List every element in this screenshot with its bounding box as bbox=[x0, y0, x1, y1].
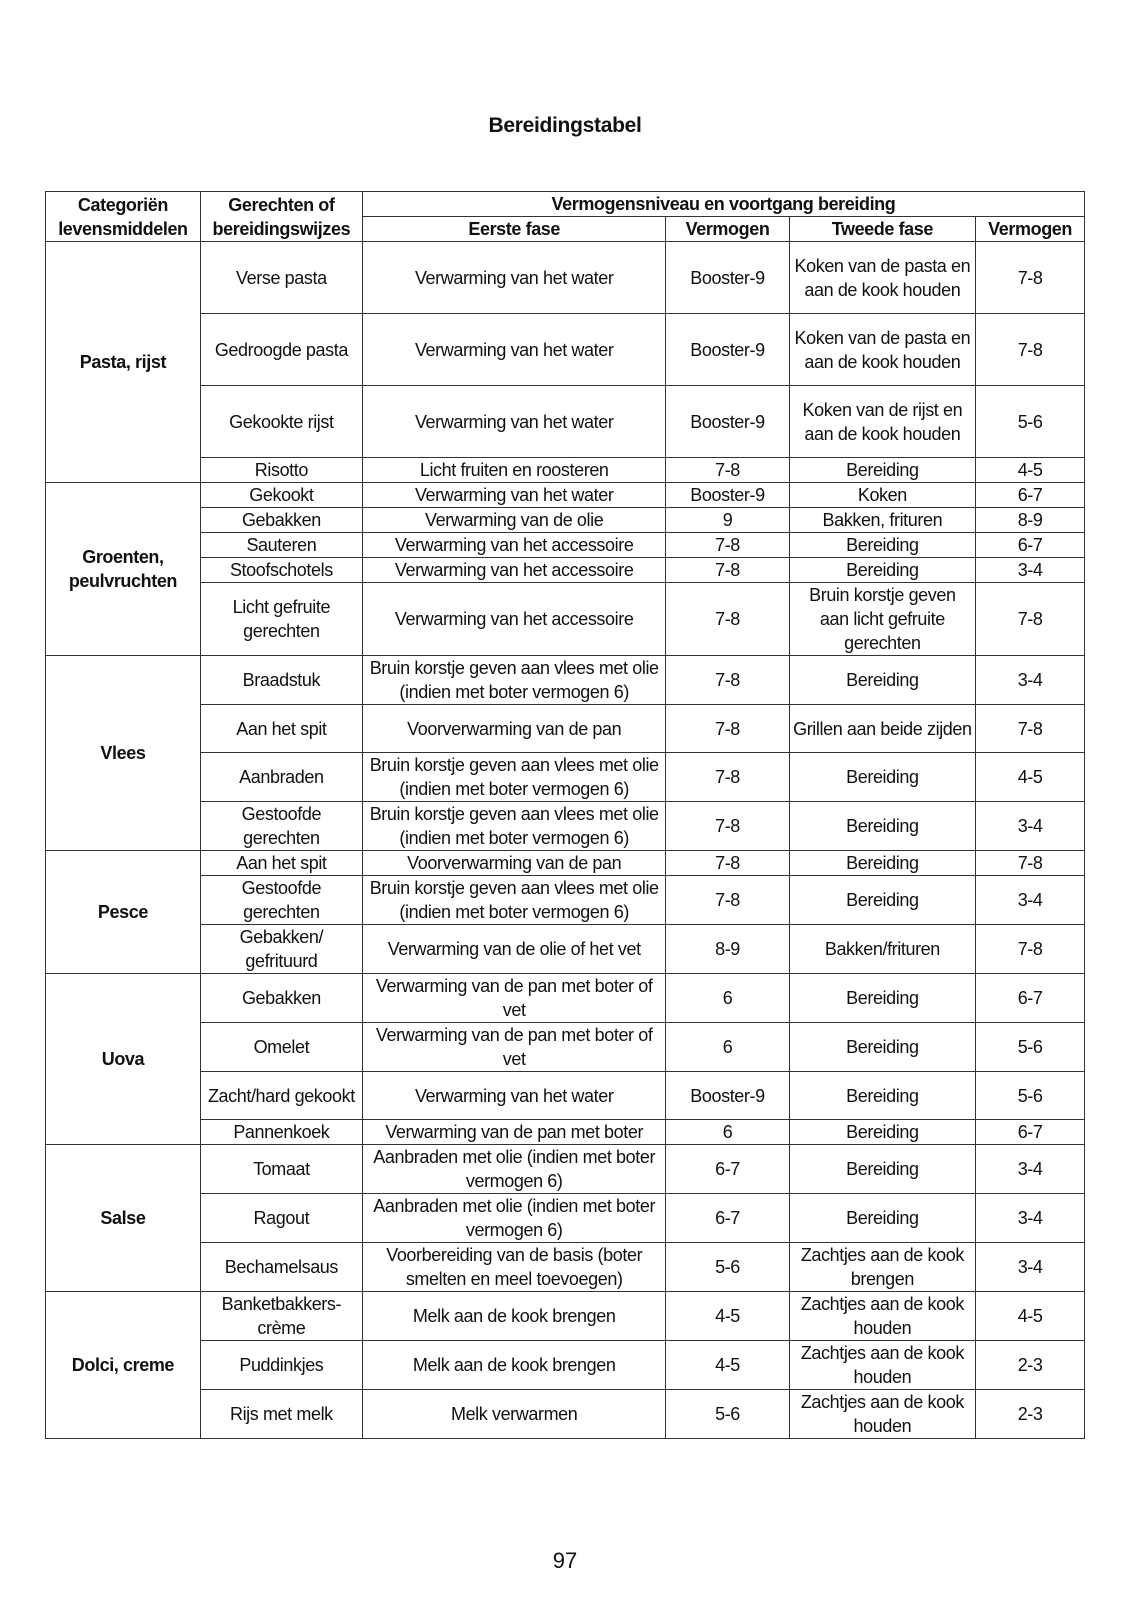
phase1-cell: Verwarming van de olie bbox=[362, 508, 666, 533]
table-row bbox=[46, 925, 1085, 974]
power1-cell: 7-8 bbox=[666, 705, 789, 753]
power2-cell: 5-6 bbox=[976, 1023, 1085, 1072]
phase2-cell: Koken van de pasta en aan de kook houden bbox=[789, 314, 976, 386]
phase1-cell: Verwarming van het accessoire bbox=[362, 533, 666, 558]
category-cell: Groenten, peulvruchten bbox=[46, 483, 201, 656]
phase1-cell: Verwarming van het water bbox=[362, 314, 666, 386]
phase1-cell: Verwarming van het water bbox=[362, 483, 666, 508]
phase1-cell: Verwarming van het water bbox=[362, 1072, 666, 1120]
power2-cell: 4-5 bbox=[976, 458, 1085, 483]
power1-cell: 7-8 bbox=[666, 583, 789, 656]
power1-cell: 6-7 bbox=[666, 1145, 789, 1194]
phase1-cell: Verwarming van de pan met boter of vet bbox=[362, 1023, 666, 1072]
category-cell: Pesce bbox=[46, 851, 201, 974]
dish-cell: Licht gefruite gerechten bbox=[200, 583, 362, 656]
power2-cell: 3-4 bbox=[976, 1145, 1085, 1194]
table-row bbox=[46, 533, 1085, 558]
phase2-cell: Bereiding bbox=[789, 458, 976, 483]
power1-cell: Booster-9 bbox=[666, 483, 789, 508]
power2-cell: 2-3 bbox=[976, 1341, 1085, 1390]
dish-cell: Stoofschotels bbox=[200, 558, 362, 583]
power1-cell: 7-8 bbox=[666, 458, 789, 483]
dish-cell: Sauteren bbox=[200, 533, 362, 558]
phase1-cell: Verwarming van het water bbox=[362, 242, 666, 314]
dish-cell: Gekookt bbox=[200, 483, 362, 508]
table-row bbox=[46, 483, 1085, 508]
phase1-cell: Voorbereiding van de basis (boter smelten en meel toevoegen) bbox=[362, 1243, 666, 1292]
phase2-cell: Koken van de pasta en aan de kook houden bbox=[789, 242, 976, 314]
header-category: Categoriën levensmiddelen bbox=[46, 192, 201, 242]
power1-cell: 6-7 bbox=[666, 1194, 789, 1243]
table-row bbox=[46, 458, 1085, 483]
power2-cell: 6-7 bbox=[976, 483, 1085, 508]
dish-cell: Braadstuk bbox=[200, 656, 362, 705]
table-row bbox=[46, 1120, 1085, 1145]
category-cell: Dolci, creme bbox=[46, 1292, 201, 1439]
table-body bbox=[46, 242, 1085, 1439]
table-header bbox=[46, 192, 1085, 242]
power1-cell: 7-8 bbox=[666, 656, 789, 705]
power2-cell: 3-4 bbox=[976, 656, 1085, 705]
table-row bbox=[46, 558, 1085, 583]
power2-cell: 7-8 bbox=[976, 851, 1085, 876]
power2-cell: 7-8 bbox=[976, 583, 1085, 656]
dish-cell: Rijs met melk bbox=[200, 1390, 362, 1439]
table-row bbox=[46, 802, 1085, 851]
phase2-cell: Zachtjes aan de kook brengen bbox=[789, 1243, 976, 1292]
phase2-cell: Bereiding bbox=[789, 656, 976, 705]
power2-cell: 6-7 bbox=[976, 533, 1085, 558]
power1-cell: 9 bbox=[666, 508, 789, 533]
table-row bbox=[46, 1390, 1085, 1439]
table-row bbox=[46, 1292, 1085, 1341]
power2-cell: 6-7 bbox=[976, 974, 1085, 1023]
power2-cell: 7-8 bbox=[976, 242, 1085, 314]
phase1-cell: Melk verwarmen bbox=[362, 1390, 666, 1439]
power2-cell: 5-6 bbox=[976, 386, 1085, 458]
phase2-cell: Koken bbox=[789, 483, 976, 508]
power1-cell: 7-8 bbox=[666, 558, 789, 583]
page-title: Bereidingstabel bbox=[488, 114, 642, 137]
power2-cell: 3-4 bbox=[976, 1243, 1085, 1292]
power2-cell: 3-4 bbox=[976, 558, 1085, 583]
power1-cell: 6 bbox=[666, 974, 789, 1023]
phase2-cell: Koken van de rijst en aan de kook houden bbox=[789, 386, 976, 458]
table-row bbox=[46, 876, 1085, 925]
phase2-cell: Bereiding bbox=[789, 1145, 976, 1194]
phase2-cell: Bakken, frituren bbox=[789, 508, 976, 533]
power2-cell: 6-7 bbox=[976, 1120, 1085, 1145]
phase2-cell: Grillen aan beide zijden bbox=[789, 705, 976, 753]
phase1-cell: Melk aan de kook brengen bbox=[362, 1341, 666, 1390]
phase2-cell: Zachtjes aan de kook houden bbox=[789, 1341, 976, 1390]
header-dish: Gerechten of bereidingswijzes bbox=[200, 192, 362, 242]
power2-cell: 4-5 bbox=[976, 1292, 1085, 1341]
table-row bbox=[46, 1023, 1085, 1072]
phase2-cell: Bereiding bbox=[789, 558, 976, 583]
table-row bbox=[46, 1243, 1085, 1292]
power2-cell: 4-5 bbox=[976, 753, 1085, 802]
table-row bbox=[46, 583, 1085, 656]
header-phase1: Eerste fase bbox=[362, 217, 666, 242]
dish-cell: Risotto bbox=[200, 458, 362, 483]
table-row bbox=[46, 1072, 1085, 1120]
phase2-cell: Bruin korstje geven aan licht gefruite gerechten bbox=[789, 583, 976, 656]
power1-cell: 7-8 bbox=[666, 851, 789, 876]
dish-cell: Gebakken bbox=[200, 508, 362, 533]
power2-cell: 3-4 bbox=[976, 1194, 1085, 1243]
phase1-cell: Verwarming van het accessoire bbox=[362, 558, 666, 583]
table-row bbox=[46, 314, 1085, 386]
table-row bbox=[46, 1194, 1085, 1243]
phase2-cell: Zachtjes aan de kook houden bbox=[789, 1292, 976, 1341]
table-row bbox=[46, 974, 1085, 1023]
phase2-cell: Bereiding bbox=[789, 1120, 976, 1145]
phase1-cell: Melk aan de kook brengen bbox=[362, 1292, 666, 1341]
dish-cell: Gestoofde gerechten bbox=[200, 876, 362, 925]
phase2-cell: Bakken/frituren bbox=[789, 925, 976, 974]
power1-cell: Booster-9 bbox=[666, 386, 789, 458]
page-number: 97 bbox=[552, 1548, 578, 1573]
phase1-cell: Bruin korstje geven aan vlees met olie (indien met boter vermogen 6) bbox=[362, 802, 666, 851]
power1-cell: 7-8 bbox=[666, 802, 789, 851]
phase1-cell: Verwarming van de olie of het vet bbox=[362, 925, 666, 974]
dish-cell: Gestoofde gerechten bbox=[200, 802, 362, 851]
dish-cell: Puddinkjes bbox=[200, 1341, 362, 1390]
dish-cell: Aanbraden bbox=[200, 753, 362, 802]
phase1-cell: Aanbraden met olie (indien met boter vermogen 6) bbox=[362, 1145, 666, 1194]
phase1-cell: Verwarming van de pan met boter of vet bbox=[362, 974, 666, 1023]
dish-cell: Ragout bbox=[200, 1194, 362, 1243]
dish-cell: Aan het spit bbox=[200, 705, 362, 753]
power1-cell: 6 bbox=[666, 1023, 789, 1072]
table-row bbox=[46, 508, 1085, 533]
power2-cell: 7-8 bbox=[976, 705, 1085, 753]
phase2-cell: Bereiding bbox=[789, 974, 976, 1023]
phase2-cell: Bereiding bbox=[789, 802, 976, 851]
power2-cell: 5-6 bbox=[976, 1072, 1085, 1120]
dish-cell: Tomaat bbox=[200, 1145, 362, 1194]
phase2-cell: Zachtjes aan de kook houden bbox=[789, 1390, 976, 1439]
dish-cell: Gebakken/ gefrituurd bbox=[200, 925, 362, 974]
dish-cell: Banketbakkers-crème bbox=[200, 1292, 362, 1341]
dish-cell: Verse pasta bbox=[200, 242, 362, 314]
dish-cell: Omelet bbox=[200, 1023, 362, 1072]
power1-cell: 7-8 bbox=[666, 876, 789, 925]
phase1-cell: Aanbraden met olie (indien met boter vermogen 6) bbox=[362, 1194, 666, 1243]
table-row bbox=[46, 242, 1085, 314]
power1-cell: 5-6 bbox=[666, 1243, 789, 1292]
category-cell: Uova bbox=[46, 974, 201, 1145]
power2-cell: 8-9 bbox=[976, 508, 1085, 533]
power2-cell: 7-8 bbox=[976, 925, 1085, 974]
power1-cell: Booster-9 bbox=[666, 242, 789, 314]
dish-cell: Pannenkoek bbox=[200, 1120, 362, 1145]
table-row bbox=[46, 851, 1085, 876]
phase2-cell: Bereiding bbox=[789, 876, 976, 925]
phase1-cell: Bruin korstje geven aan vlees met olie (indien met boter vermogen 6) bbox=[362, 753, 666, 802]
power1-cell: 4-5 bbox=[666, 1341, 789, 1390]
header-phase2: Tweede fase bbox=[789, 217, 976, 242]
category-cell: Pasta, rijst bbox=[46, 242, 201, 483]
phase1-cell: Licht fruiten en roosteren bbox=[362, 458, 666, 483]
category-cell: Vlees bbox=[46, 656, 201, 851]
phase1-cell: Voorverwarming van de pan bbox=[362, 705, 666, 753]
power1-cell: 7-8 bbox=[666, 533, 789, 558]
table-row bbox=[46, 386, 1085, 458]
power2-cell: 3-4 bbox=[976, 876, 1085, 925]
power2-cell: 7-8 bbox=[976, 314, 1085, 386]
dish-cell: Bechamelsaus bbox=[200, 1243, 362, 1292]
phase2-cell: Bereiding bbox=[789, 851, 976, 876]
header-power2: Vermogen bbox=[976, 217, 1085, 242]
phase2-cell: Bereiding bbox=[789, 1072, 976, 1120]
phase1-cell: Bruin korstje geven aan vlees met olie (indien met boter vermogen 6) bbox=[362, 656, 666, 705]
power1-cell: Booster-9 bbox=[666, 314, 789, 386]
phase2-cell: Bereiding bbox=[789, 753, 976, 802]
phase2-cell: Bereiding bbox=[789, 1194, 976, 1243]
dish-cell: Gebakken bbox=[200, 974, 362, 1023]
header-power1: Vermogen bbox=[666, 217, 789, 242]
phase1-cell: Bruin korstje geven aan vlees met olie (indien met boter vermogen 6) bbox=[362, 876, 666, 925]
phase1-cell: Verwarming van het accessoire bbox=[362, 583, 666, 656]
table-row bbox=[46, 753, 1085, 802]
table-row bbox=[46, 705, 1085, 753]
table-row bbox=[46, 1341, 1085, 1390]
power1-cell: Booster-9 bbox=[666, 1072, 789, 1120]
phase1-cell: Verwarming van het water bbox=[362, 386, 666, 458]
dish-cell: Aan het spit bbox=[200, 851, 362, 876]
power1-cell: 6 bbox=[666, 1120, 789, 1145]
dish-cell: Gedroogde pasta bbox=[200, 314, 362, 386]
table-row bbox=[46, 656, 1085, 705]
power1-cell: 4-5 bbox=[666, 1292, 789, 1341]
power2-cell: 3-4 bbox=[976, 802, 1085, 851]
dish-cell: Gekookte rijst bbox=[200, 386, 362, 458]
phase2-cell: Bereiding bbox=[789, 1023, 976, 1072]
phase2-cell: Bereiding bbox=[789, 533, 976, 558]
power1-cell: 5-6 bbox=[666, 1390, 789, 1439]
table-row bbox=[46, 1145, 1085, 1194]
phase1-cell: Verwarming van de pan met boter bbox=[362, 1120, 666, 1145]
cooking-table bbox=[45, 191, 1085, 1439]
power1-cell: 7-8 bbox=[666, 753, 789, 802]
dish-cell: Zacht/hard gekookt bbox=[200, 1072, 362, 1120]
power1-cell: 8-9 bbox=[666, 925, 789, 974]
header-group: Vermogensniveau en voortgang bereiding bbox=[362, 192, 1084, 217]
power2-cell: 2-3 bbox=[976, 1390, 1085, 1439]
phase1-cell: Voorverwarming van de pan bbox=[362, 851, 666, 876]
category-cell: Salse bbox=[46, 1145, 201, 1292]
